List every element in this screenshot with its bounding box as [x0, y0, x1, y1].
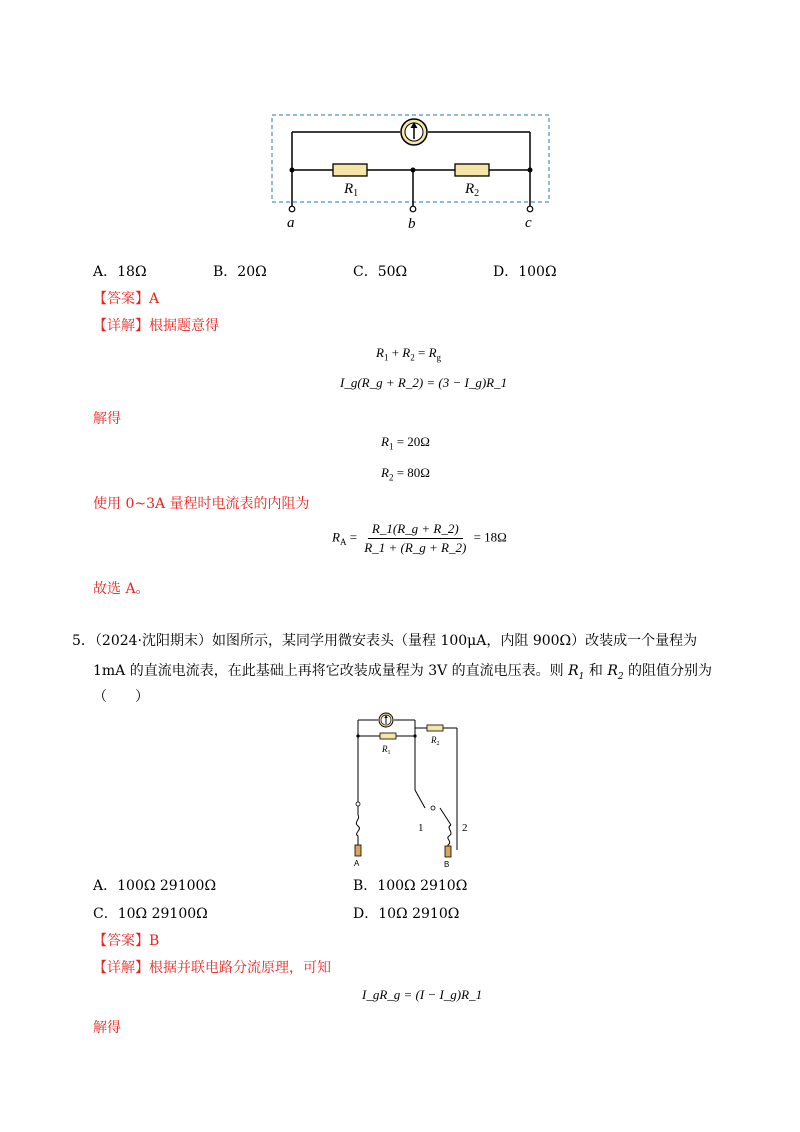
q5-option-d: D．10Ω 2910Ω [353, 906, 460, 922]
q5-question-line-3: （ ） [93, 689, 149, 705]
label-r2: $R_2$ [465, 181, 480, 199]
q5-option-c: C．10Ω 29100Ω [93, 906, 208, 922]
q5-option-a: A．100Ω 29100Ω [93, 878, 217, 894]
q4-detail: 【详解】根据题意得 [93, 318, 219, 334]
q4-solve-label: 解得 [93, 411, 121, 427]
terminal-B-label: B [444, 860, 450, 869]
q4-option-a: A．18Ω [93, 264, 147, 280]
circuit-figure-1 [268, 108, 558, 233]
q5-detail: 【详解】根据并联电路分流原理，可知 [93, 960, 331, 976]
fig2-label-r2: $R_2$ [431, 735, 440, 747]
fraction: $\frac{R\_1(R\_g + R\_2)}{R\_1 + (R\_g + R\_2)}$ [364, 521, 467, 555]
q4-conclusion: 故选 A。 [93, 581, 150, 597]
switch-contact-2-label: 2 [462, 822, 468, 834]
q4-option-b: B．20Ω [213, 264, 267, 280]
q4-equation-4: $R_2 = 80\Omega$ [381, 465, 430, 483]
q4-use-range-text: 使用 0~3A 量程时电流表的内阻为 [93, 496, 310, 512]
q4-option-d: D．100Ω [493, 264, 557, 280]
q4-equation-3: $R_1 = 20\Omega$ [381, 434, 430, 452]
fig2-label-r1: $R_1$ [382, 744, 391, 756]
switch-contact-1-label: 1 [418, 822, 424, 834]
q4-equation-2: I_g(R_g + R_2) = (3 − I_g)R_1 [340, 375, 508, 390]
label-r1: $R_1$ [344, 181, 359, 199]
circuit-figure-2 [345, 705, 475, 870]
q5-question-line-1: 5．（2024·沈阳期末）如图所示，某同学用微安表头（量程 100μA，内阻 900Ω）改装成一个量程为 [72, 633, 698, 649]
q4-equation-5: $R_A$ = $\frac{R\_1(R\_g + R\_2)}{R\_1 + (R\_g + R\_2)}$ = 18Ω [332, 521, 507, 555]
q4-equation-1: $R_1 + R_2 = R_g$ [376, 345, 442, 363]
q5-question-line-2: 1mA 的直流电流表，在此基础上再将它改装成量程为 3V 的直流电压表。则 $R_1$ 和 $R_2$ 的阻值分别为 [93, 663, 713, 682]
terminal-c-label: c [525, 215, 532, 231]
terminal-a-label: a [287, 215, 295, 231]
q5-option-b: B．100Ω 2910Ω [353, 878, 468, 894]
terminal-A-label: A [354, 859, 360, 868]
q5-solve-label: 解得 [93, 1020, 121, 1036]
terminal-b-label: b [408, 216, 416, 232]
q5-answer: 【答案】B [93, 933, 160, 949]
q4-answer: 【答案】A [93, 291, 160, 307]
q4-option-c: C．50Ω [353, 264, 408, 280]
q5-equation-1: I_gR_g = (I − I_g)R_1 [362, 987, 483, 1002]
